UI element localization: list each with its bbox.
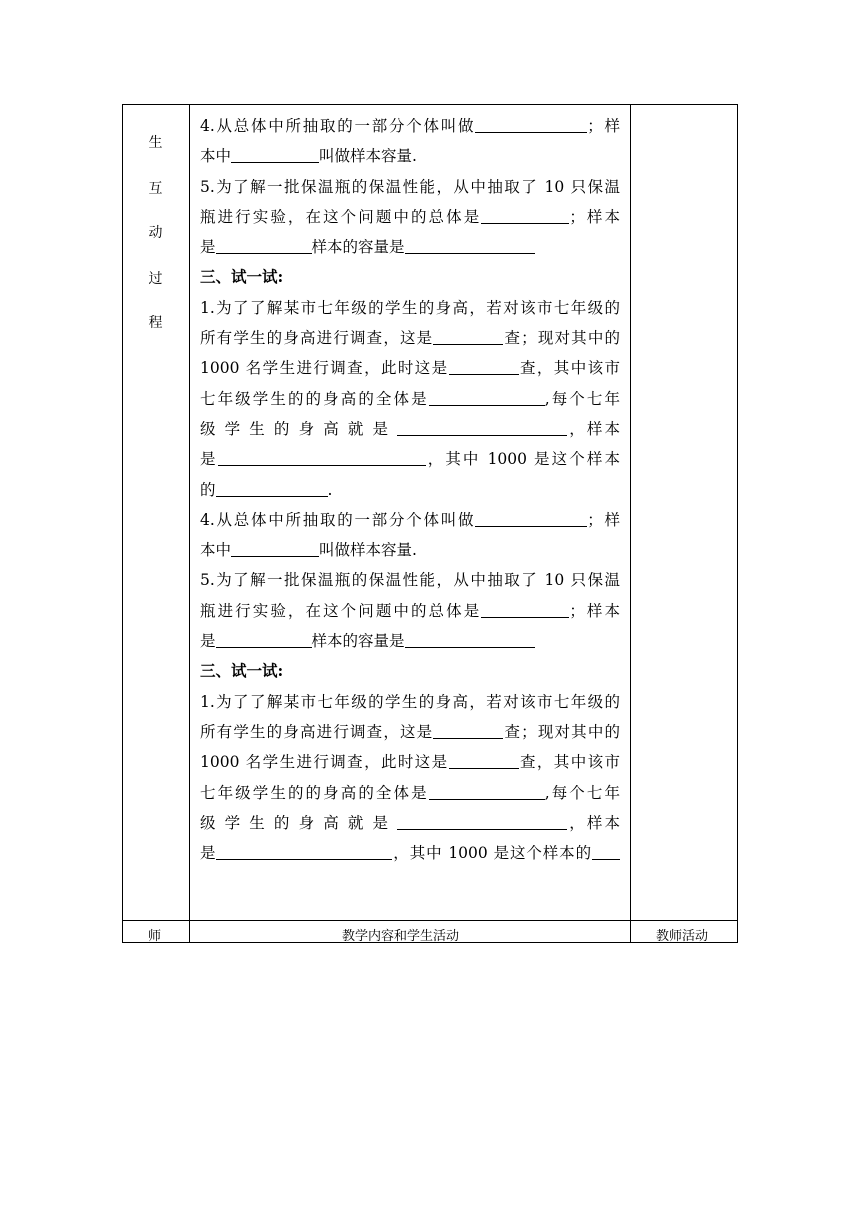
line-text: 所有学生的身高进行调查，这是 bbox=[200, 329, 434, 348]
line-text: ，其中 1000 是这个样本的 bbox=[392, 844, 592, 863]
line-text: ；样本 bbox=[569, 601, 620, 620]
answer-blank[interactable] bbox=[216, 235, 312, 254]
left-label-char: 生 bbox=[148, 135, 163, 151]
line-text: 查，其中该市 bbox=[518, 359, 620, 378]
answer-blank[interactable] bbox=[405, 235, 535, 254]
line-text: 级 学 生 的 身 高 就 是 bbox=[200, 419, 398, 438]
line-text: 是 bbox=[200, 632, 216, 651]
line-text: 样本的容量是 bbox=[311, 238, 405, 257]
line-text: 本中 bbox=[200, 541, 232, 560]
answer-blank[interactable] bbox=[475, 114, 587, 133]
content-line bbox=[200, 505, 620, 535]
content-line bbox=[200, 172, 620, 202]
line-text: 5.为了解一批保温瓶的保温性能，从中抽取了 10 只保温 bbox=[200, 177, 620, 196]
line-text: ，其中 1000 是这个样本 bbox=[425, 450, 620, 469]
content-line bbox=[200, 656, 620, 686]
answer-blank[interactable] bbox=[433, 326, 503, 345]
content-line bbox=[200, 141, 620, 171]
content-line bbox=[200, 323, 620, 353]
content-line bbox=[200, 687, 620, 717]
line-text: 瓶进行实验，在这个问题中的总体是 bbox=[200, 207, 482, 226]
content-line bbox=[200, 293, 620, 323]
content-line bbox=[200, 778, 620, 808]
column-divider bbox=[189, 104, 190, 943]
line-text: 5.为了解一批保温瓶的保温性能，从中抽取了 10 只保温 bbox=[200, 571, 620, 590]
line-text: 所有学生的身高进行调查，这是 bbox=[200, 722, 434, 741]
answer-blank[interactable] bbox=[481, 205, 569, 224]
content-line bbox=[200, 353, 620, 383]
answer-blank[interactable] bbox=[433, 720, 503, 739]
line-text: 三、试一试: bbox=[200, 661, 284, 681]
left-label-char: 动 bbox=[148, 225, 163, 241]
line-text: 样本的容量是 bbox=[311, 632, 405, 651]
answer-blank[interactable] bbox=[231, 538, 319, 557]
answer-blank[interactable] bbox=[216, 629, 312, 648]
content-line bbox=[200, 838, 620, 868]
line-text: . bbox=[327, 480, 333, 499]
line-text: ，样本 bbox=[567, 419, 620, 438]
content-line bbox=[200, 808, 620, 838]
answer-blank[interactable] bbox=[449, 356, 519, 375]
answer-blank[interactable] bbox=[429, 781, 545, 800]
content-cell bbox=[200, 111, 620, 868]
answer-blank[interactable] bbox=[429, 387, 545, 406]
footer-left-label: 师 bbox=[148, 929, 162, 944]
line-text: ,每个七年 bbox=[544, 389, 620, 408]
answer-blank[interactable] bbox=[592, 841, 620, 860]
line-text: 查，其中该市 bbox=[518, 753, 620, 772]
answer-blank[interactable] bbox=[218, 447, 426, 466]
line-text: 是 bbox=[200, 844, 217, 863]
column-divider bbox=[630, 104, 631, 943]
line-text: 是 bbox=[200, 238, 216, 257]
left-label-char: 互 bbox=[148, 181, 163, 197]
content-line bbox=[200, 202, 620, 232]
content-line bbox=[200, 384, 620, 414]
line-text: ，样本 bbox=[567, 813, 620, 832]
line-text: 4.从总体中所抽取的一部分个体叫做 bbox=[200, 117, 476, 135]
content-line bbox=[200, 717, 620, 747]
content-line bbox=[200, 747, 620, 777]
content-line bbox=[200, 475, 620, 505]
line-text: 本中 bbox=[200, 147, 232, 166]
line-text: 查；现对其中的 bbox=[503, 722, 620, 741]
line-text: ；样 bbox=[587, 117, 620, 135]
line-text: 4.从总体中所抽取的一部分个体叫做 bbox=[200, 510, 476, 529]
line-text: 1000 名学生进行调查，此时这是 bbox=[200, 359, 449, 378]
answer-blank[interactable] bbox=[397, 417, 567, 436]
footer-right-label: 教师活动 bbox=[656, 929, 709, 944]
content-line bbox=[200, 565, 620, 595]
line-text: 1.为了了解某市七年级的学生的身高，若对该市七年级的 bbox=[200, 298, 620, 317]
line-text: ；样本 bbox=[569, 207, 620, 226]
line-text: 级 学 生 的 身 高 就 是 bbox=[200, 813, 398, 832]
content-line bbox=[200, 262, 620, 292]
answer-blank[interactable] bbox=[405, 629, 535, 648]
answer-blank[interactable] bbox=[231, 144, 319, 163]
content-line bbox=[200, 444, 620, 474]
content-line bbox=[200, 232, 620, 262]
line-text: 七年级学生的的身高的全体是 bbox=[200, 389, 429, 408]
answer-blank[interactable] bbox=[475, 508, 587, 527]
left-label-char: 过 bbox=[148, 271, 163, 287]
line-text: ；样 bbox=[587, 510, 620, 529]
line-text: 叫做样本容量. bbox=[319, 541, 417, 560]
answer-blank[interactable] bbox=[449, 750, 519, 769]
line-text: 1.为了了解某市七年级的学生的身高，若对该市七年级的 bbox=[200, 692, 620, 711]
answer-blank[interactable] bbox=[397, 811, 567, 830]
line-text: 七年级学生的的身高的全体是 bbox=[200, 783, 429, 802]
content-line bbox=[200, 535, 620, 565]
line-text: 1000 名学生进行调查，此时这是 bbox=[200, 753, 449, 772]
content-line bbox=[200, 596, 620, 626]
content-line bbox=[200, 111, 620, 141]
content-line bbox=[200, 626, 620, 656]
line-text: 叫做样本容量. bbox=[319, 147, 417, 166]
answer-blank[interactable] bbox=[481, 599, 569, 618]
answer-blank[interactable] bbox=[216, 478, 328, 497]
line-text: 的 bbox=[200, 480, 216, 499]
left-label-char: 程 bbox=[148, 315, 163, 331]
line-text: 查；现对其中的 bbox=[503, 329, 620, 348]
line-text: 瓶进行实验，在这个问题中的总体是 bbox=[200, 601, 482, 620]
line-text: ,每个七年 bbox=[544, 783, 620, 802]
footer-middle-label: 教学内容和学生活动 bbox=[342, 929, 460, 944]
row-divider bbox=[122, 920, 738, 921]
line-text: 是 bbox=[200, 450, 218, 469]
content-line bbox=[200, 414, 620, 444]
line-text: 三、试一试: bbox=[200, 267, 284, 287]
answer-blank[interactable] bbox=[216, 841, 392, 860]
